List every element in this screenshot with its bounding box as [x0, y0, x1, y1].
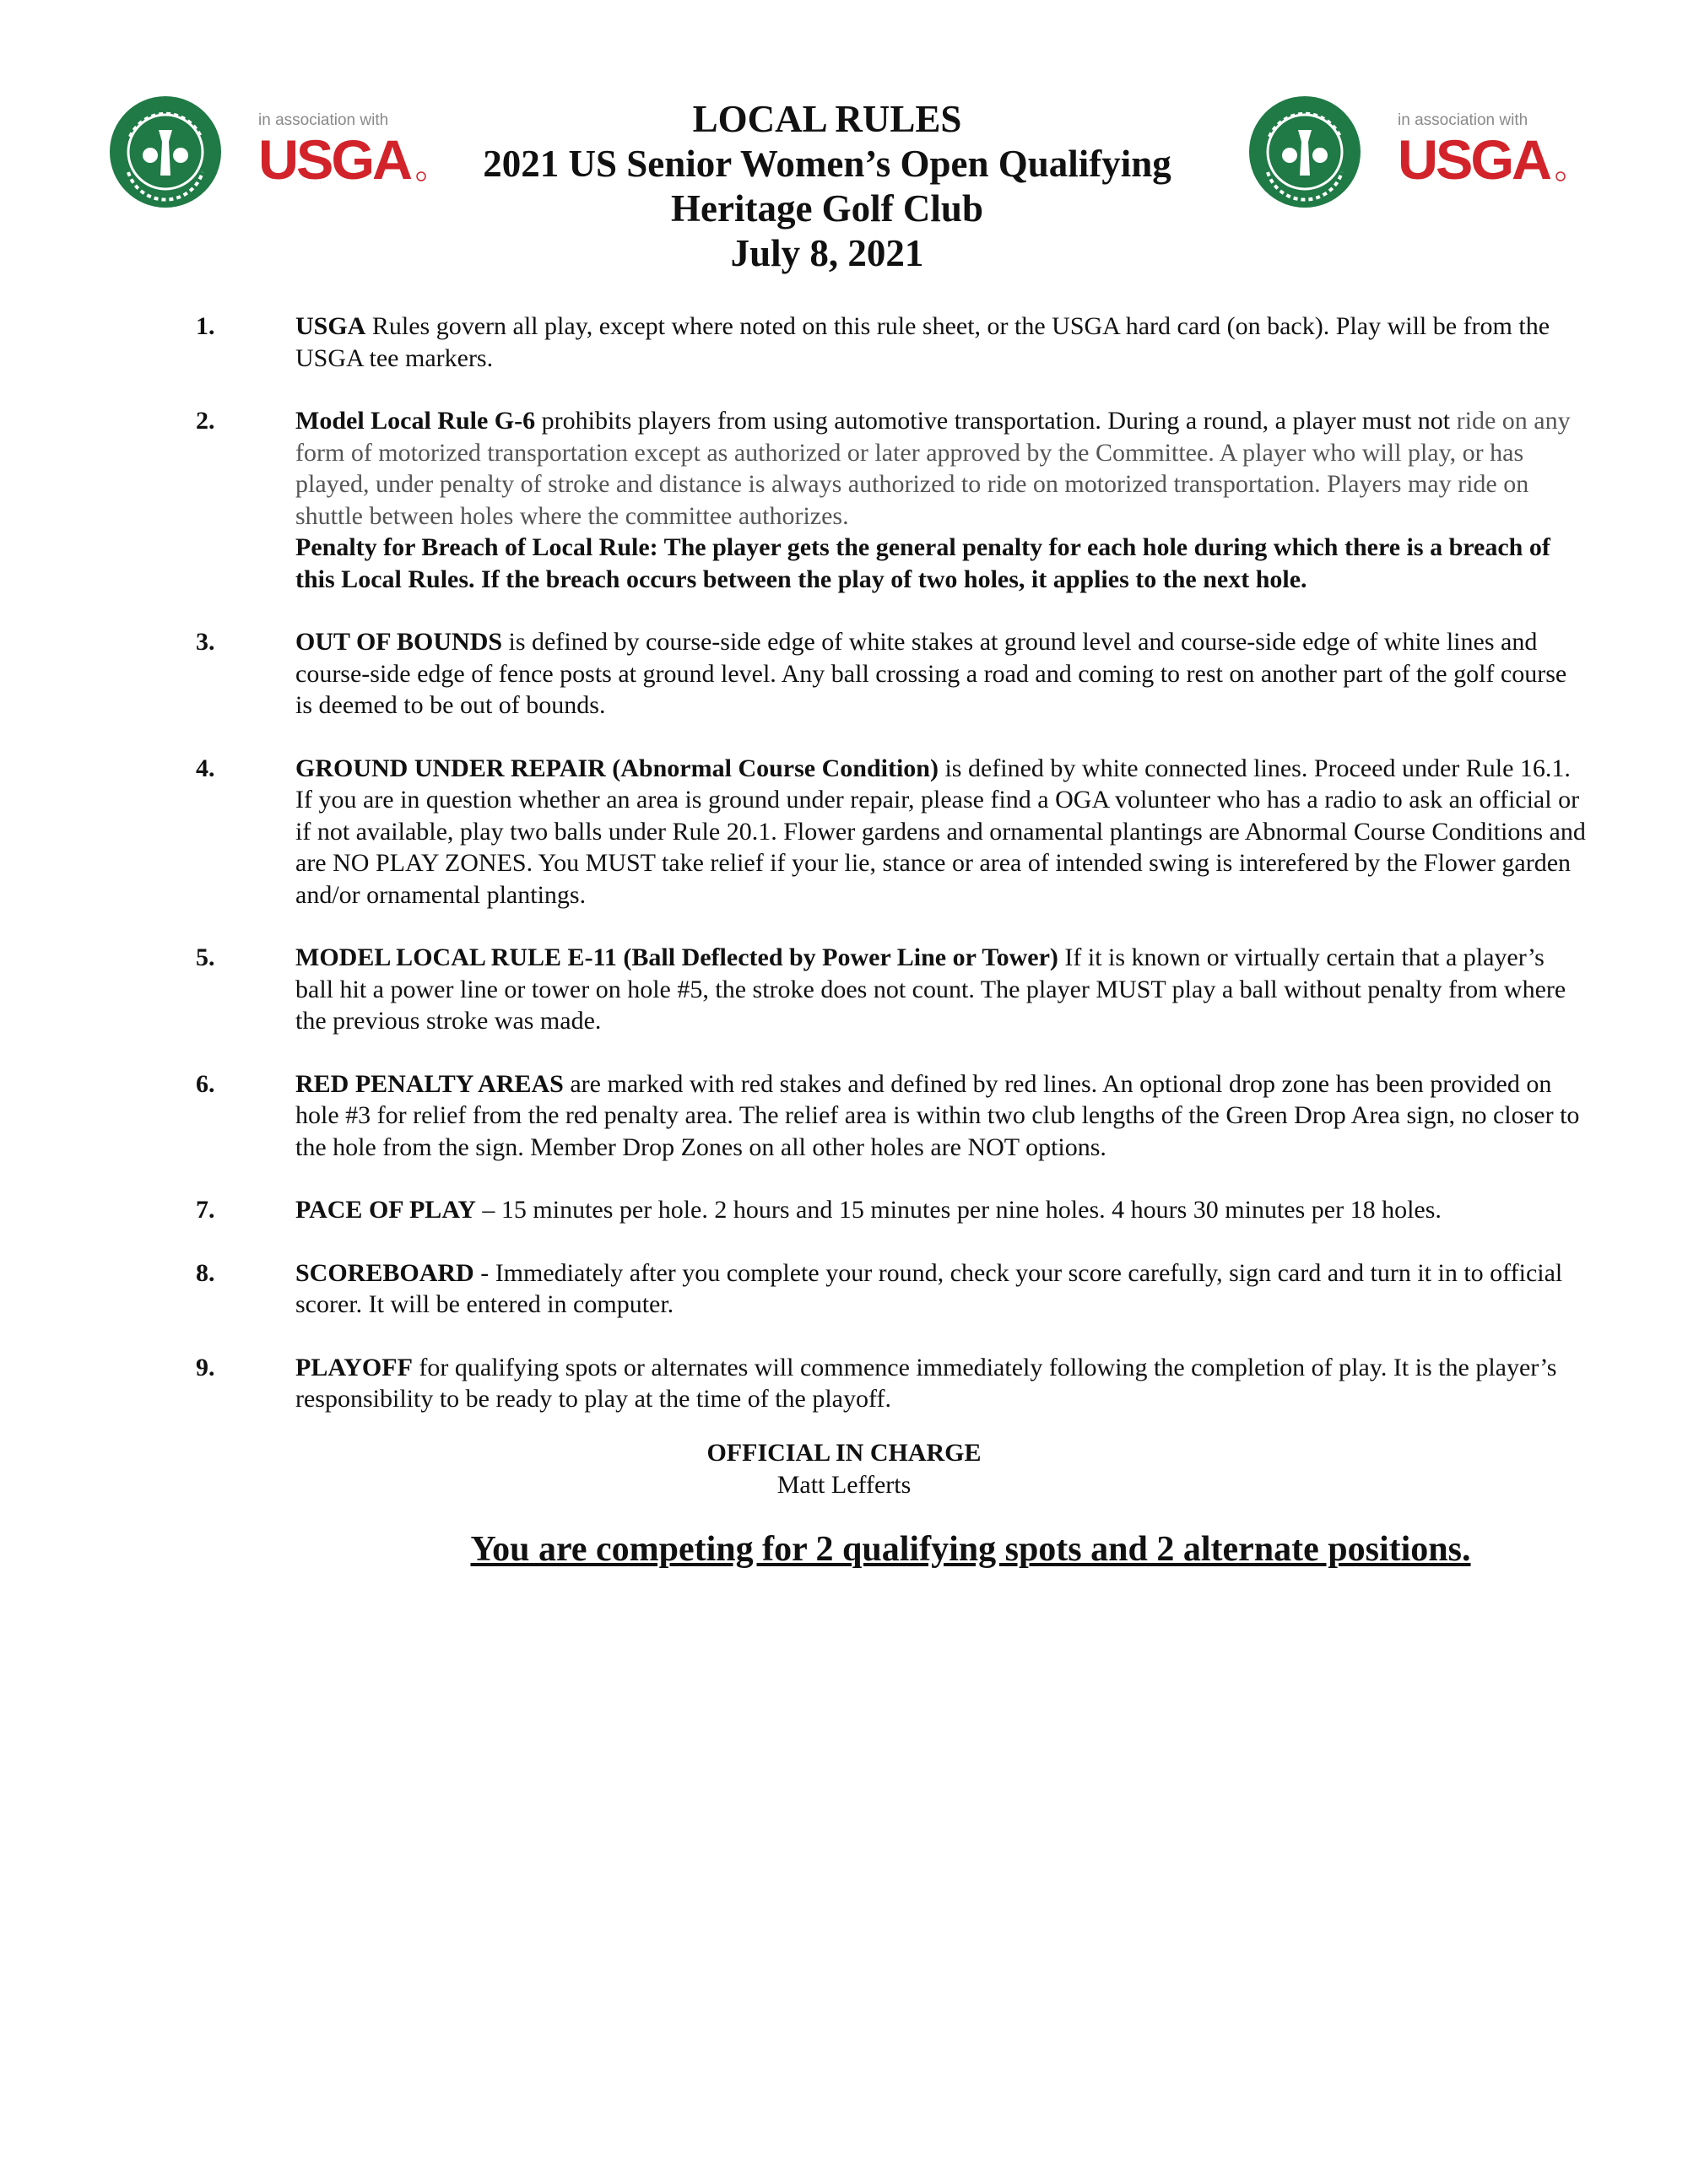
- rule-text: - Immediately after you complete your round, check your score carefully, sign card and turn it in to official scorer. It will be entered in computer.: [295, 1258, 1563, 1318]
- rule-number: 6.: [196, 1069, 215, 1098]
- rule-item-1: [0, 311, 1688, 374]
- rule-body: [295, 1194, 1587, 1226]
- rule-text: – 15 minutes per hole. 2 hours and 15 minutes per nine holes. 4 hours 30 minutes per 18 holes.: [475, 1196, 1442, 1224]
- association-label: in association with: [258, 111, 389, 129]
- rules-list: [0, 311, 1688, 1446]
- rule-number: 9.: [196, 1353, 215, 1381]
- rule-body: [295, 1068, 1587, 1164]
- rule-text: for qualifying spots or alternates will commence immediately following the completion of play. It is the player’s responsibility to be ready to play at the time of the playoff.: [295, 1353, 1557, 1413]
- rule-body: [295, 405, 1587, 595]
- rule-text: are marked with red stakes and defined by red lines. An optional drop zone has been provided on hole #3 for relief from the red penalty area. The relief area is within two club lengths of the Green Drop Area sign, no closer to the hole from the sign. Member Drop Zones on all other holes are NOT options.: [295, 1069, 1580, 1161]
- rule-title: PACE OF PLAY: [295, 1196, 476, 1224]
- svg-text:USGA: USGA: [258, 132, 412, 184]
- header-event: 2021 US Senior Women’s Open Qualifying: [483, 143, 1171, 185]
- rule-item-8: [0, 1257, 1688, 1321]
- rule-text: is defined by white connected lines. Proceed under Rule 16.1. If you are in question whether an area is ground under repair, please find a OGA volunteer who has a radio to ask an official or if not available, play two balls under Rule 20.1. Flower gardens and ornamental plantings are Abnormal Course Conditions and are NO PLAY ZONES. You MUST take relief if your lie, stance or area of intended swing is interefered by the Flower garden and/or ornamental plantings.: [295, 754, 1586, 909]
- rule-item-9: [0, 1352, 1688, 1415]
- rule-number: 4.: [196, 754, 215, 782]
- oga-seal-logo: [108, 95, 223, 209]
- rule-body: [295, 1352, 1587, 1415]
- rule-number: 3.: [196, 628, 215, 656]
- rule-title: GROUND UNDER REPAIR (Abnormal Course Condition): [295, 754, 939, 782]
- rule-title: RED PENALTY AREAS: [295, 1069, 564, 1098]
- rule-item-4: [0, 753, 1688, 911]
- oga-seal-logo: [1247, 95, 1362, 209]
- rule-body: [295, 942, 1587, 1037]
- rule-body: [295, 626, 1587, 722]
- rule-title: USGA: [295, 312, 366, 340]
- header-date: July 8, 2021: [730, 232, 924, 274]
- rule-title: Model Local Rule G-6: [295, 407, 536, 435]
- rule-text: If it is known or virtually certain that a player’s ball hit a power line or tower on hole #5, the stroke does not count. The player MUST play a ball without penalty from where the previous stroke was made.: [295, 943, 1566, 1035]
- rule-penalty: Penalty for Breach of Local Rule: The player gets the general penalty for each hole during which there is a breach of this Local Rules. If the breach occurs between the play of two holes, it applies to the next hole.: [295, 533, 1550, 593]
- rule-item-6: [0, 1068, 1688, 1164]
- rule-title: MODEL LOCAL RULE E-11 (Ball Deflected by Power Line or Tower): [295, 943, 1058, 971]
- rule-title: SCOREBOARD: [295, 1258, 474, 1287]
- rule-item-5: [0, 942, 1688, 1037]
- usga-logo: [1398, 132, 1566, 184]
- qualifying-notice: You are competing for 2 qualifying spots and 2 alternate positions.: [470, 1530, 1471, 1569]
- header-venue: Heritage Golf Club: [671, 187, 983, 230]
- rule-item-7: [0, 1194, 1688, 1226]
- rule-number: 2.: [196, 407, 215, 435]
- rule-body: [295, 1257, 1587, 1321]
- association-label: in association with: [1398, 111, 1528, 129]
- official-name: Matt Lefferts: [776, 1470, 912, 1499]
- rule-text: is defined by course-side edge of white stakes at ground level and course-side edge of white lines and course-side edge of fence posts at ground level. Any ball crossing a road and coming to rest on another part of the golf course is deemed to be out of bounds.: [295, 628, 1567, 719]
- rule-text: Rules govern all play, except where noted on this rule sheet, or the USGA hard card (on back). Play will be from the USGA tee markers.: [295, 312, 1550, 372]
- rule-text: prohibits players from using automotive transportation. During a round, a player must not: [535, 407, 1457, 435]
- rule-title: OUT OF BOUNDS: [295, 628, 503, 656]
- rule-body: [295, 753, 1587, 911]
- header-title: LOCAL RULES: [692, 98, 962, 140]
- rule-number: 7.: [196, 1196, 215, 1224]
- rule-number: 1.: [196, 312, 215, 340]
- rule-item-2: [0, 405, 1688, 595]
- usga-logo: [258, 132, 427, 184]
- rule-number: 8.: [196, 1258, 215, 1287]
- official-block: [591, 1437, 1097, 1500]
- rule-number: 5.: [196, 943, 215, 971]
- official-heading: OFFICIAL IN CHARGE: [706, 1439, 982, 1467]
- svg-text:USGA: USGA: [1398, 132, 1551, 184]
- rule-item-3: [0, 626, 1688, 722]
- rule-title: PLAYOFF: [295, 1353, 413, 1381]
- document-header: [422, 97, 1232, 276]
- rule-text-secondary: ride on any form of motorized transportation except as authorized or later approved by the Committee. A player who will play, or has played, under penalty of stroke and distance is always authorized to ride on motorized transportation. Players may ride on shuttle between holes where the committee authorizes.: [295, 407, 1571, 530]
- rule-body: [295, 311, 1587, 374]
- association-mark: [1398, 111, 1600, 184]
